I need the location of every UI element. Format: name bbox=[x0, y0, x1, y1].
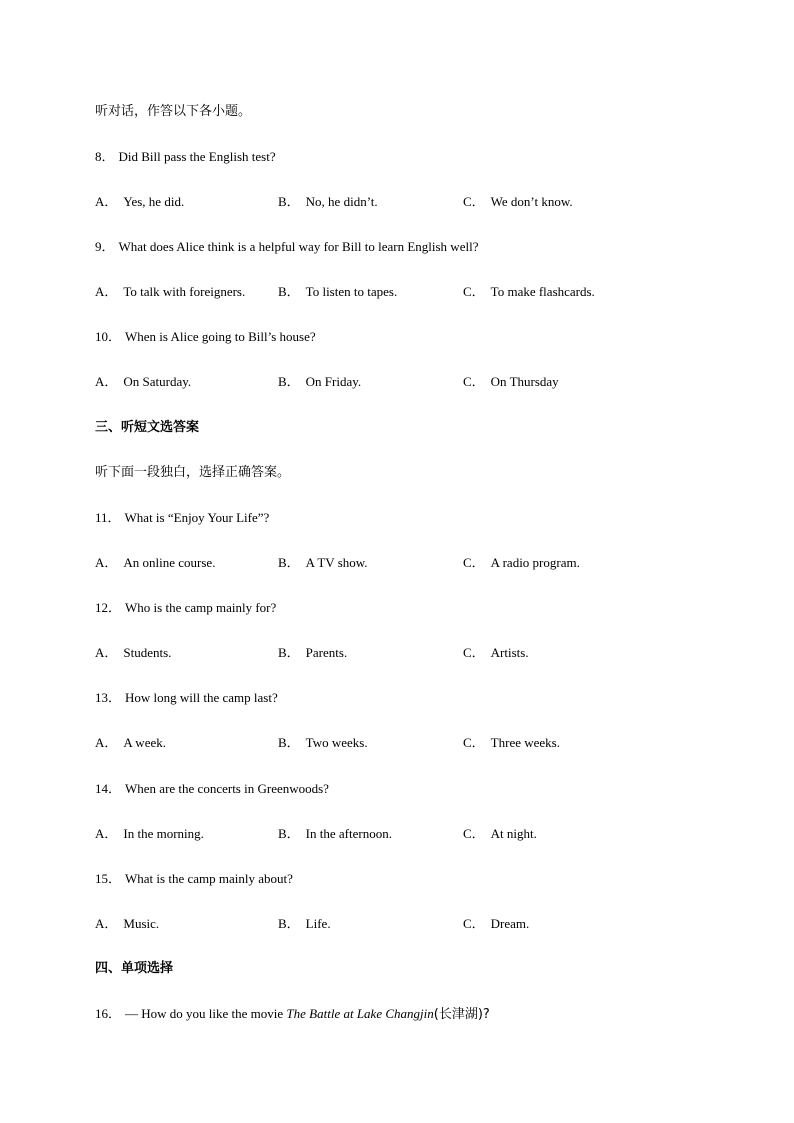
option-letter: C． bbox=[463, 735, 485, 750]
question-11 bbox=[95, 510, 269, 526]
option-text: We don’t know. bbox=[490, 194, 573, 209]
option-text: A week. bbox=[123, 735, 166, 750]
section-heading: 四、单项选择 bbox=[95, 961, 174, 976]
option-text: On Thursday bbox=[490, 374, 559, 389]
option-letter: A． bbox=[95, 284, 118, 299]
option-a bbox=[95, 284, 245, 300]
option-letter: A． bbox=[95, 194, 118, 209]
section-heading: 三、听短文选答案 bbox=[95, 420, 200, 435]
option-a bbox=[95, 374, 191, 390]
question-16 bbox=[95, 1006, 490, 1023]
option-text: Artists. bbox=[490, 645, 529, 660]
option-letter: C． bbox=[463, 916, 485, 931]
question-8 bbox=[95, 149, 276, 165]
option-b bbox=[278, 826, 392, 842]
question-text: Did Bill pass the English test? bbox=[118, 149, 276, 164]
option-a bbox=[95, 916, 159, 932]
option-c bbox=[463, 735, 560, 751]
option-letter: C． bbox=[463, 645, 485, 660]
option-a bbox=[95, 645, 171, 661]
option-c bbox=[463, 284, 595, 300]
option-letter: A． bbox=[95, 555, 118, 570]
option-text: No, he didn’t. bbox=[305, 194, 378, 209]
option-letter: B． bbox=[278, 194, 300, 209]
option-letter: C． bbox=[463, 555, 485, 570]
question-text: What is the camp mainly about? bbox=[125, 871, 293, 886]
option-a bbox=[95, 194, 184, 210]
option-letter: A． bbox=[95, 916, 118, 931]
option-letter: B． bbox=[278, 826, 300, 841]
option-letter: C． bbox=[463, 194, 485, 209]
option-letter: B． bbox=[278, 916, 300, 931]
option-c bbox=[463, 374, 559, 390]
option-a bbox=[95, 826, 204, 842]
question-prefix: — How do you like the movie bbox=[125, 1006, 287, 1021]
option-text: To make flashcards. bbox=[490, 284, 595, 299]
option-text: To listen to tapes. bbox=[305, 284, 398, 299]
option-text: In the morning. bbox=[123, 826, 204, 841]
option-c bbox=[463, 916, 529, 932]
option-text: On Friday. bbox=[305, 374, 362, 389]
question-number: 14． bbox=[95, 781, 122, 796]
question-number: 8． bbox=[95, 149, 115, 164]
option-b bbox=[278, 284, 397, 300]
question-number: 12． bbox=[95, 600, 122, 615]
option-b bbox=[278, 194, 378, 210]
option-letter: A． bbox=[95, 374, 118, 389]
option-text: Three weeks. bbox=[490, 735, 560, 750]
question-text: When are the concerts in Greenwoods? bbox=[125, 781, 329, 796]
option-text: Parents. bbox=[305, 645, 348, 660]
question-text: Who is the camp mainly for? bbox=[125, 600, 277, 615]
option-b bbox=[278, 645, 347, 661]
question-12 bbox=[95, 600, 276, 616]
question-text: What is “Enjoy Your Life”? bbox=[124, 510, 270, 525]
option-text: Two weeks. bbox=[305, 735, 368, 750]
option-letter: C． bbox=[463, 284, 485, 299]
question-9 bbox=[95, 239, 478, 255]
option-text: Dream. bbox=[490, 916, 530, 931]
option-letter: A． bbox=[95, 826, 118, 841]
question-number: 10． bbox=[95, 329, 122, 344]
question-15 bbox=[95, 871, 293, 887]
option-text: Yes, he did. bbox=[123, 194, 185, 209]
question-number: 9． bbox=[95, 239, 115, 254]
question-number: 15． bbox=[95, 871, 122, 886]
question-suffix: (长津湖)? bbox=[433, 1007, 490, 1022]
option-text: A radio program. bbox=[490, 555, 580, 570]
question-14 bbox=[95, 781, 329, 797]
movie-title: The Battle at Lake Changjin bbox=[286, 1006, 434, 1021]
option-text: On Saturday. bbox=[123, 374, 192, 389]
option-letter: B． bbox=[278, 374, 300, 389]
option-text: At night. bbox=[490, 826, 537, 841]
option-letter: A． bbox=[95, 645, 118, 660]
option-c bbox=[463, 555, 580, 571]
option-c bbox=[463, 826, 537, 842]
section-instruction: 听下面一段独白，选择正确答案。 bbox=[95, 465, 291, 480]
question-number: 13． bbox=[95, 690, 122, 705]
option-b bbox=[278, 374, 361, 390]
question-number: 11． bbox=[95, 510, 121, 525]
option-text: To talk with foreigners. bbox=[123, 284, 246, 299]
option-text: Students. bbox=[123, 645, 172, 660]
option-text: In the afternoon. bbox=[305, 826, 392, 841]
option-letter: B． bbox=[278, 645, 300, 660]
option-a bbox=[95, 735, 166, 751]
question-number: 16． bbox=[95, 1006, 122, 1021]
option-b bbox=[278, 916, 331, 932]
question-text: When is Alice going to Bill’s house? bbox=[125, 329, 316, 344]
option-c bbox=[463, 645, 529, 661]
option-text: Music. bbox=[123, 916, 160, 931]
option-letter: B． bbox=[278, 284, 300, 299]
section-instruction: 听对话，作答以下各小题。 bbox=[95, 104, 252, 119]
option-letter: B． bbox=[278, 555, 300, 570]
option-a bbox=[95, 555, 215, 571]
question-text: What does Alice think is a helpful way for Bill to learn English well? bbox=[118, 239, 479, 254]
question-13 bbox=[95, 690, 278, 706]
option-text: An online course. bbox=[123, 555, 216, 570]
option-text: Life. bbox=[305, 916, 331, 931]
option-b bbox=[278, 555, 368, 571]
question-text: How long will the camp last? bbox=[125, 690, 278, 705]
option-letter: C． bbox=[463, 374, 485, 389]
option-text: A TV show. bbox=[305, 555, 368, 570]
option-letter: B． bbox=[278, 735, 300, 750]
option-c bbox=[463, 194, 573, 210]
option-b bbox=[278, 735, 368, 751]
option-letter: C． bbox=[463, 826, 485, 841]
question-10 bbox=[95, 329, 316, 345]
option-letter: A． bbox=[95, 735, 118, 750]
